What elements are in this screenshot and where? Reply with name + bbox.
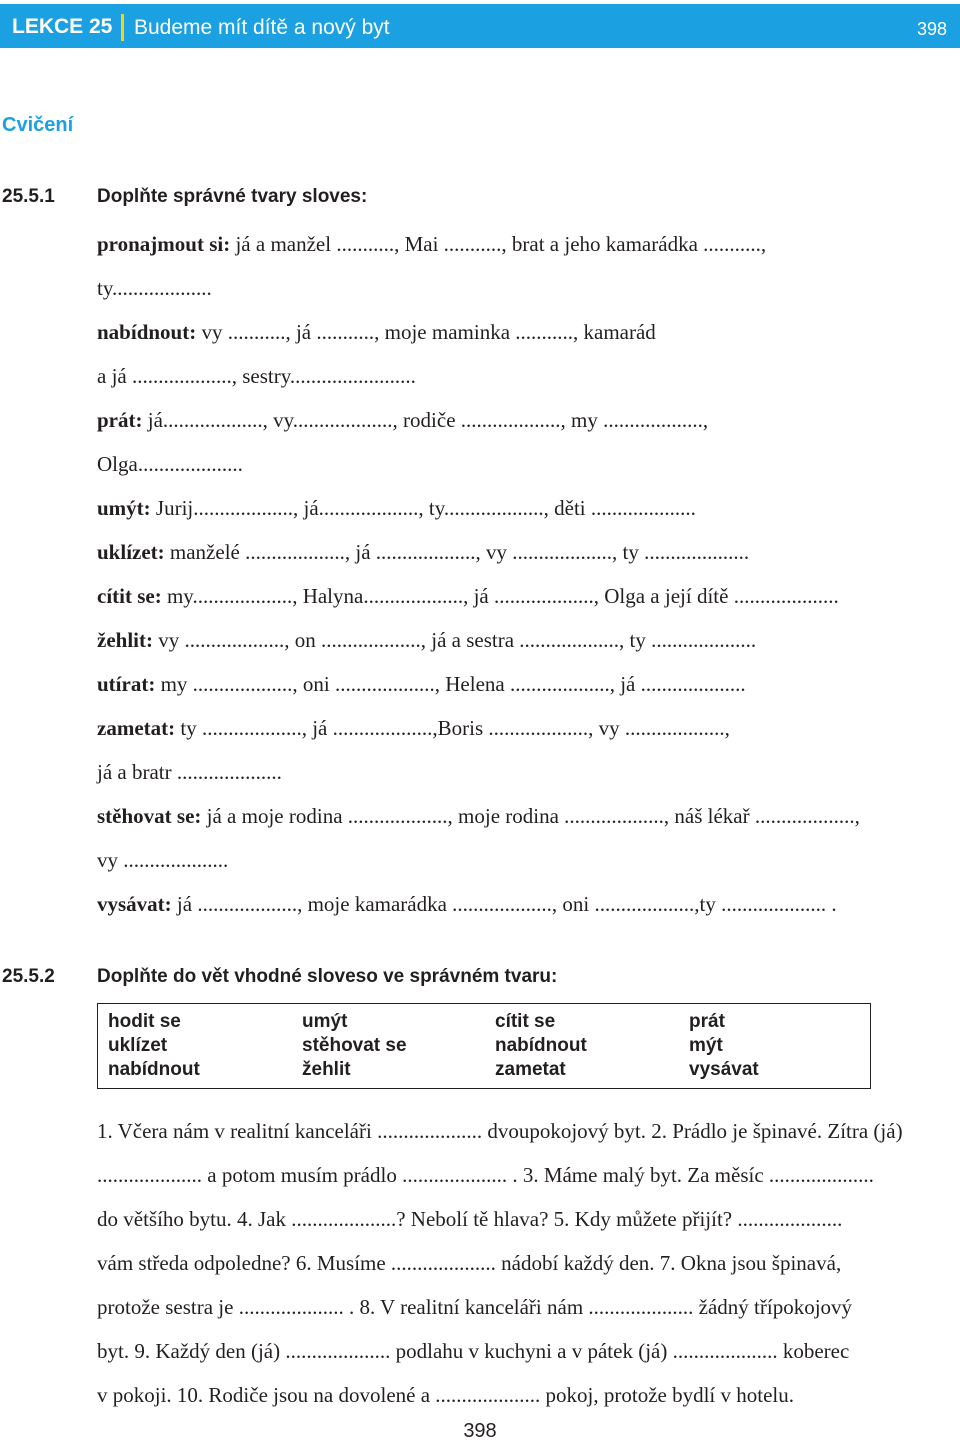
exercise-2-line: protože sestra je .................... . 8. V realitní kanceláři nám .................... žádný třípokojový — [97, 1295, 853, 1319]
word-box — [97, 1003, 871, 1089]
exercise-1-line — [97, 539, 749, 565]
header-separator — [121, 14, 124, 41]
exercise-2-heading: Doplňte do vět vhodné sloveso ve správném tvaru: — [97, 966, 558, 987]
header-page-number: 398 — [916, 19, 947, 39]
section-title: Cvičení — [2, 114, 74, 136]
exercise-1-line — [97, 363, 416, 389]
exercise-1-line — [97, 407, 708, 433]
exercise-2-number: 25.5.2 — [2, 966, 55, 987]
word-option: zametat — [495, 1059, 566, 1080]
fill-in-text: Olga.................... — [97, 452, 243, 476]
word-option: vysávat — [689, 1059, 759, 1080]
exercise-1-line — [97, 759, 282, 785]
exercise-1-line — [97, 451, 243, 477]
word-option: prát — [689, 1011, 725, 1032]
chapter-number: LEKCE 25 — [12, 15, 113, 38]
verb-label: umýt: — [97, 496, 151, 520]
exercise-1-line — [97, 627, 756, 653]
word-option: cítit se — [495, 1011, 556, 1032]
exercise-1-line — [97, 803, 860, 829]
verb-label: utírat: — [97, 672, 156, 696]
fill-in-text: já ..................., moje kamarádka ..................., oni ...................,ty .................... . — [171, 892, 837, 916]
fill-in-text: já..................., vy..................., rodiče ..................., my ..................., — [142, 408, 709, 432]
word-option: žehlit — [302, 1059, 351, 1080]
fill-in-text: já a bratr .................... — [97, 760, 282, 784]
fill-in-text: ty ..................., já ...................,Boris ..................., vy ..................., — [175, 716, 730, 740]
word-option: nabídnout — [495, 1035, 587, 1056]
footer-page-number: 398 — [463, 1420, 497, 1442]
exercise-1-line — [97, 495, 696, 521]
verb-label: uklízet: — [97, 540, 165, 564]
exercise-1-line — [97, 847, 228, 873]
fill-in-text: manželé ..................., já ..................., vy ..................., ty .................... — [164, 540, 750, 564]
fill-in-text: vy .................... — [97, 848, 229, 872]
exercise-1-number: 25.5.1 — [2, 186, 55, 207]
verb-label: prát: — [97, 408, 143, 432]
fill-in-text: Jurij..................., já..................., ty..................., děti .................... — [150, 496, 696, 520]
exercise-1-line — [97, 319, 656, 345]
exercise-2-line: do většího bytu. 4. Jak ....................? Nebolí tě hlava? 5. Kdy můžete přijít? .................... — [97, 1207, 843, 1231]
word-option: hodit se — [108, 1011, 181, 1032]
verb-label: nabídnout: — [97, 320, 197, 344]
word-option: nabídnout — [108, 1059, 200, 1080]
exercise-1-line — [97, 275, 212, 301]
fill-in-text: my..................., Halyna..................., já ..................., Olga a její dítě .................... — [161, 584, 839, 608]
verb-label: pronajmout si: — [97, 232, 231, 256]
fill-in-text: já a manžel ..........., Mai ..........., brat a jeho kamarádka ..........., — [230, 232, 767, 256]
fill-in-text: vy ..........., já ..........., moje maminka ..........., kamarád — [196, 320, 656, 344]
fill-in-text: a já ..................., sestry........................ — [97, 364, 416, 388]
exercise-2-line: vám středa odpoledne? 6. Musíme .................... nádobí každý den. 7. Okna jsou špinavá, — [97, 1251, 842, 1275]
fill-in-text: vy ..................., on ..................., já a sestra ..................., ty .................... — [152, 628, 757, 652]
word-option: stěhovat se — [302, 1035, 407, 1056]
word-option: mýt — [689, 1035, 723, 1056]
verb-label: cítit se: — [97, 584, 162, 608]
exercise-1-heading: Doplňte správné tvary sloves: — [97, 186, 368, 207]
chapter-header — [0, 4, 960, 48]
exercise-1-line — [97, 583, 839, 609]
exercise-2-line: byt. 9. Každý den (já) .................... podlahu v kuchyni a v pátek (já) .................... koberec — [97, 1339, 850, 1363]
chapter-title: Budeme mít dítě a nový byt — [134, 16, 390, 39]
exercise-1-line — [97, 715, 730, 741]
exercise-1-line — [97, 231, 766, 257]
fill-in-text: já a moje rodina ..................., moje rodina ..................., náš lékař ..................., — [201, 804, 860, 828]
word-option: uklízet — [108, 1035, 168, 1056]
exercise-2-line: v pokoji. 10. Rodiče jsou na dovolené a .................... pokoj, protože bydlí v hotelu. — [97, 1383, 794, 1407]
verb-label: zametat: — [97, 716, 176, 740]
verb-label: stěhovat se: — [97, 804, 202, 828]
exercise-1-line — [97, 891, 837, 917]
exercise-1-line — [97, 671, 746, 697]
word-option: umýt — [302, 1011, 348, 1032]
exercise-2-line: 1. Včera nám v realitní kanceláři .................... dvoupokojový byt. 2. Prádlo je špinavé. Zítra (já) — [97, 1119, 903, 1143]
fill-in-text: ty................... — [97, 276, 212, 300]
fill-in-text: my ..................., oni ..................., Helena ..................., já .................... — [155, 672, 746, 696]
exercise-2-line: .................... a potom musím prádlo .................... . 3. Máme malý byt. Za měsíc .................... — [97, 1163, 874, 1187]
verb-label: žehlit: — [97, 628, 153, 652]
verb-label: vysávat: — [97, 892, 172, 916]
